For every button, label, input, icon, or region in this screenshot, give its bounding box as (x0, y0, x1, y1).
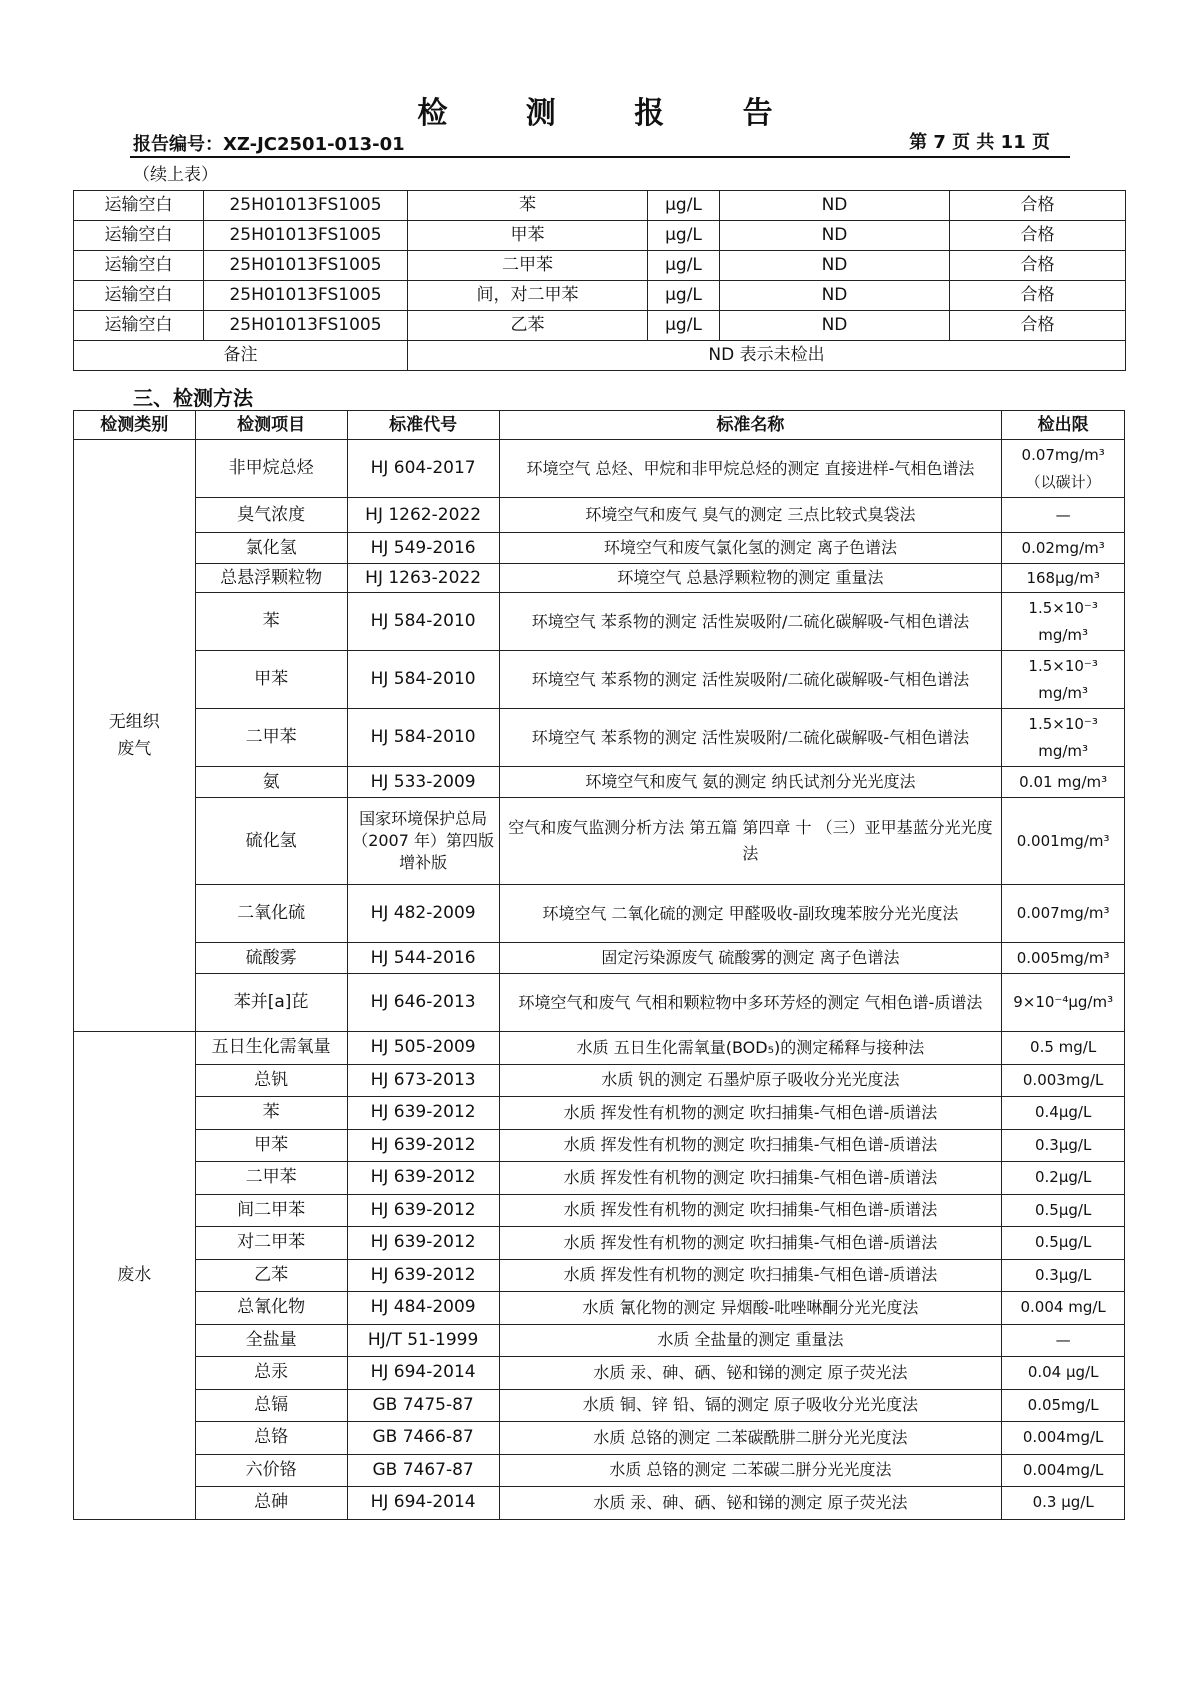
test-item-cell: 氯化氢 (195, 533, 347, 564)
standard-code-cell: HJ 544-2016 (347, 943, 499, 974)
detection-limit-cell: 0.007mg/m³ (1002, 885, 1125, 943)
detection-limit-cell: 0.3μg/L (1002, 1129, 1125, 1162)
standard-name-cell: 环境空气和废气 气相和颗粒物中多环芳烃的测定 气相色谱-质谱法 (499, 974, 1002, 1032)
detection-limit-cell: 0.004mg/L (1002, 1454, 1125, 1487)
sample-type-cell: 运输空白 (74, 221, 204, 251)
standard-code-cell: GB 7475-87 (347, 1389, 499, 1422)
test-item-cell: 臭气浓度 (195, 498, 347, 533)
method-row (74, 1487, 1125, 1520)
header-standard-name: 标准名称 (499, 411, 1002, 440)
unit-cell: μg/L (648, 281, 720, 311)
method-row (74, 1064, 1125, 1097)
test-item-cell: 甲苯 (195, 651, 347, 709)
test-item-cell: 乙苯 (195, 1259, 347, 1292)
standard-name-cell: 水质 汞、砷、硒、铋和锑的测定 原子荧光法 (499, 1357, 1002, 1390)
test-item-cell: 间二甲苯 (195, 1194, 347, 1227)
continued-label: （续上表） (133, 165, 218, 185)
unit-cell: μg/L (648, 311, 720, 341)
standard-code-cell: 国家环境保护总局（2007 年）第四版增补版 (347, 798, 499, 885)
test-item-cell: 总铬 (195, 1422, 347, 1455)
standard-code-cell: GB 7466-87 (347, 1422, 499, 1455)
detection-limit-cell: 9×10⁻⁴μg/m³ (1002, 974, 1125, 1032)
test-item-cell: 乙苯 (408, 311, 648, 341)
method-row (74, 1227, 1125, 1260)
test-item-cell: 二甲苯 (195, 1162, 347, 1195)
sample-id-cell: 25H01013FS1005 (204, 221, 408, 251)
test-item-cell: 二氧化硫 (195, 885, 347, 943)
test-item-cell: 对二甲苯 (195, 1227, 347, 1260)
standard-name-cell: 水质 总铬的测定 二苯碳酰肼二胼分光光度法 (499, 1422, 1002, 1455)
standard-name-cell: 环境空气 二氧化硫的测定 甲醛吸收-副玫瑰苯胺分光光度法 (499, 885, 1002, 943)
results-row (74, 281, 1126, 311)
detection-limit-cell: 0.004mg/L (1002, 1422, 1125, 1455)
evaluation-cell: 合格 (950, 191, 1126, 221)
method-row (74, 885, 1125, 943)
detection-limit-cell: 0.01 mg/m³ (1002, 767, 1125, 798)
detection-limit-cell: 0.07mg/m³ （以碳计） (1002, 440, 1125, 498)
standard-name-cell: 环境空气和废气氯化氢的测定 离子色谱法 (499, 533, 1002, 564)
test-item-cell: 五日生化需氧量 (195, 1032, 347, 1065)
method-row (74, 1097, 1125, 1130)
test-item-cell: 全盐量 (195, 1324, 347, 1357)
standard-name-cell: 水质 挥发性有机物的测定 吹扫捕集-气相色谱-质谱法 (499, 1259, 1002, 1292)
standard-name-cell: 水质 汞、砷、硒、铋和锑的测定 原子荧光法 (499, 1487, 1002, 1520)
detection-limit-cell: 0.2μg/L (1002, 1162, 1125, 1195)
evaluation-cell: 合格 (950, 221, 1126, 251)
unit-cell: μg/L (648, 221, 720, 251)
header-item: 检测项目 (195, 411, 347, 440)
method-row (74, 1324, 1125, 1357)
detection-limit-cell: 0.004 mg/L (1002, 1292, 1125, 1325)
result-cell: ND (720, 311, 950, 341)
method-row (74, 564, 1125, 593)
method-row (74, 767, 1125, 798)
standard-code-cell: HJ 1262-2022 (347, 498, 499, 533)
test-item-cell: 总钒 (195, 1064, 347, 1097)
result-cell: ND (720, 251, 950, 281)
test-item-cell: 甲苯 (195, 1129, 347, 1162)
sample-id-cell: 25H01013FS1005 (204, 281, 408, 311)
sample-id-cell: 25H01013FS1005 (204, 251, 408, 281)
test-item-cell: 二甲苯 (195, 709, 347, 767)
test-item-cell: 非甲烷总烃 (195, 440, 347, 498)
test-item-cell: 二甲苯 (408, 251, 648, 281)
standard-name-cell: 水质 挥发性有机物的测定 吹扫捕集-气相色谱-质谱法 (499, 1097, 1002, 1130)
results-row (74, 191, 1126, 221)
standard-name-cell: 水质 钒的测定 石墨炉原子吸收分光光度法 (499, 1064, 1002, 1097)
standard-name-cell: 水质 五日生化需氧量(BOD₅)的测定稀释与接种法 (499, 1032, 1002, 1065)
result-cell: ND (720, 281, 950, 311)
standard-code-cell: HJ 549-2016 (347, 533, 499, 564)
result-cell: ND (720, 221, 950, 251)
method-row (74, 1454, 1125, 1487)
method-row (74, 1292, 1125, 1325)
method-row (74, 1162, 1125, 1195)
standard-code-cell: HJ 646-2013 (347, 974, 499, 1032)
unit-cell: μg/L (648, 251, 720, 281)
page-indicator: 第 7 页 共 11 页 (909, 132, 1050, 153)
detection-limit-cell: 0.3μg/L (1002, 1259, 1125, 1292)
standard-name-cell: 水质 总铬的测定 二苯碳二胼分光光度法 (499, 1454, 1002, 1487)
detection-limit-cell: 0.005mg/m³ (1002, 943, 1125, 974)
unit-cell: μg/L (648, 191, 720, 221)
standard-name-cell: 环境空气 苯系物的测定 活性炭吸附/二硫化碳解吸-气相色谱法 (499, 709, 1002, 767)
test-item-cell: 甲苯 (408, 221, 648, 251)
detection-limit-cell: 0.5μg/L (1002, 1227, 1125, 1260)
detection-limit-cell: 0.02mg/m³ (1002, 533, 1125, 564)
sample-id-cell: 25H01013FS1005 (204, 311, 408, 341)
category-cell: 无组织 废气 (74, 440, 196, 1032)
method-row (74, 498, 1125, 533)
test-item-cell: 硫酸雾 (195, 943, 347, 974)
standard-code-cell: HJ 505-2009 (347, 1032, 499, 1065)
method-row (74, 1422, 1125, 1455)
header-detection-limit: 检出限 (1002, 411, 1125, 440)
method-row (74, 1194, 1125, 1227)
detection-limit-cell: 0.05mg/L (1002, 1389, 1125, 1422)
section-title: 三、检测方法 (133, 386, 253, 410)
standard-code-cell: HJ 482-2009 (347, 885, 499, 943)
test-item-cell: 苯并[a]芘 (195, 974, 347, 1032)
method-row (74, 1032, 1125, 1065)
method-row (74, 798, 1125, 885)
standard-name-cell: 水质 铜、锌 铅、镉的测定 原子吸收分光光度法 (499, 1389, 1002, 1422)
sample-type-cell: 运输空白 (74, 191, 204, 221)
test-item-cell: 硫化氢 (195, 798, 347, 885)
standard-name-cell: 环境空气 苯系物的测定 活性炭吸附/二硫化碳解吸-气相色谱法 (499, 651, 1002, 709)
standard-code-cell: HJ/T 51-1999 (347, 1324, 499, 1357)
method-row (74, 943, 1125, 974)
standard-code-cell: HJ 639-2012 (347, 1227, 499, 1260)
standard-name-cell: 水质 挥发性有机物的测定 吹扫捕集-气相色谱-质谱法 (499, 1129, 1002, 1162)
sample-id-cell: 25H01013FS1005 (204, 191, 408, 221)
detection-limit-cell: — (1002, 498, 1125, 533)
standard-code-cell: HJ 584-2010 (347, 709, 499, 767)
standard-code-cell: HJ 533-2009 (347, 767, 499, 798)
sample-type-cell: 运输空白 (74, 311, 204, 341)
standard-code-cell: HJ 694-2014 (347, 1487, 499, 1520)
result-cell: ND (720, 191, 950, 221)
evaluation-cell: 合格 (950, 311, 1126, 341)
sample-type-cell: 运输空白 (74, 281, 204, 311)
standard-name-cell: 固定污染源废气 硫酸雾的测定 离子色谱法 (499, 943, 1002, 974)
standard-code-cell: HJ 694-2014 (347, 1357, 499, 1390)
detection-limit-cell: 0.3 μg/L (1002, 1487, 1125, 1520)
test-item-cell: 氨 (195, 767, 347, 798)
remark-row (74, 341, 1126, 371)
method-row (74, 1389, 1125, 1422)
method-row (74, 1357, 1125, 1390)
standard-code-cell: HJ 639-2012 (347, 1097, 499, 1130)
test-item-cell: 总镉 (195, 1389, 347, 1422)
header-category: 检测类别 (74, 411, 196, 440)
methods-header-row (74, 411, 1125, 440)
detection-limit-cell: 1.5×10⁻³ mg/m³ (1002, 593, 1125, 651)
standard-name-cell: 水质 全盐量的测定 重量法 (499, 1324, 1002, 1357)
detection-limit-cell: 1.5×10⁻³ mg/m³ (1002, 651, 1125, 709)
test-item-cell: 六价铬 (195, 1454, 347, 1487)
test-item-cell: 总悬浮颗粒物 (195, 564, 347, 593)
detection-limit-cell: — (1002, 1324, 1125, 1357)
category-cell: 废水 (74, 1032, 196, 1520)
standard-code-cell: HJ 639-2012 (347, 1194, 499, 1227)
standard-name-cell: 环境空气 苯系物的测定 活性炭吸附/二硫化碳解吸-气相色谱法 (499, 593, 1002, 651)
test-item-cell: 苯 (195, 1097, 347, 1130)
method-row (74, 651, 1125, 709)
standard-name-cell: 环境空气 总悬浮颗粒物的测定 重量法 (499, 564, 1002, 593)
detection-limit-cell: 0.5μg/L (1002, 1194, 1125, 1227)
standard-name-cell: 环境空气 总烃、甲烷和非甲烷总烃的测定 直接进样-气相色谱法 (499, 440, 1002, 498)
report-title: 检 测 报 告 (417, 96, 807, 131)
method-row (74, 709, 1125, 767)
evaluation-cell: 合格 (950, 281, 1126, 311)
standard-code-cell: HJ 639-2012 (347, 1259, 499, 1292)
standard-name-cell: 环境空气和废气 氨的测定 纳氏试剂分光光度法 (499, 767, 1002, 798)
method-row (74, 593, 1125, 651)
evaluation-cell: 合格 (950, 251, 1126, 281)
test-item-cell: 苯 (408, 191, 648, 221)
standard-code-cell: HJ 639-2012 (347, 1129, 499, 1162)
detection-limit-cell: 0.04 μg/L (1002, 1357, 1125, 1390)
standard-name-cell: 水质 挥发性有机物的测定 吹扫捕集-气相色谱-质谱法 (499, 1194, 1002, 1227)
detection-limit-cell: 0.4μg/L (1002, 1097, 1125, 1130)
header-rule (130, 156, 1070, 158)
detection-limit-cell: 0.003mg/L (1002, 1064, 1125, 1097)
standard-code-cell: HJ 584-2010 (347, 593, 499, 651)
remark-label: 备注 (74, 341, 408, 371)
detection-limit-cell: 0.5 mg/L (1002, 1032, 1125, 1065)
standard-name-cell: 水质 氰化物的测定 异烟酸-吡唑啉酮分光光度法 (499, 1292, 1002, 1325)
standard-code-cell: HJ 639-2012 (347, 1162, 499, 1195)
standard-name-cell: 水质 挥发性有机物的测定 吹扫捕集-气相色谱-质谱法 (499, 1162, 1002, 1195)
results-row (74, 221, 1126, 251)
header-standard-code: 标准代号 (347, 411, 499, 440)
methods-table (73, 410, 1125, 1520)
test-item-cell: 总氰化物 (195, 1292, 347, 1325)
standard-name-cell: 空气和废气监测分析方法 第五篇 第四章 十 （三）亚甲基蓝分光光度法 (499, 798, 1002, 885)
standard-code-cell: HJ 604-2017 (347, 440, 499, 498)
standard-code-cell: GB 7467-87 (347, 1454, 499, 1487)
remark-text: ND 表示未检出 (408, 341, 1126, 371)
detection-limit-cell: 168μg/m³ (1002, 564, 1125, 593)
results-table (73, 190, 1126, 371)
method-row (74, 533, 1125, 564)
detection-limit-cell: 1.5×10⁻³ mg/m³ (1002, 709, 1125, 767)
standard-code-cell: HJ 1263-2022 (347, 564, 499, 593)
test-item-cell: 苯 (195, 593, 347, 651)
standard-name-cell: 环境空气和废气 臭气的测定 三点比较式臭袋法 (499, 498, 1002, 533)
detection-limit-cell: 0.001mg/m³ (1002, 798, 1125, 885)
test-item-cell: 总汞 (195, 1357, 347, 1390)
method-row (74, 1259, 1125, 1292)
standard-code-cell: HJ 584-2010 (347, 651, 499, 709)
standard-code-cell: HJ 484-2009 (347, 1292, 499, 1325)
method-row (74, 974, 1125, 1032)
method-row (74, 440, 1125, 498)
report-number: 报告编号：XZ-JC2501-013-01 (133, 134, 405, 155)
method-row (74, 1129, 1125, 1162)
standard-name-cell: 水质 挥发性有机物的测定 吹扫捕集-气相色谱-质谱法 (499, 1227, 1002, 1260)
test-item-cell: 总砷 (195, 1487, 347, 1520)
test-item-cell: 间，对二甲苯 (408, 281, 648, 311)
sample-type-cell: 运输空白 (74, 251, 204, 281)
standard-code-cell: HJ 673-2013 (347, 1064, 499, 1097)
results-row (74, 251, 1126, 281)
results-row (74, 311, 1126, 341)
